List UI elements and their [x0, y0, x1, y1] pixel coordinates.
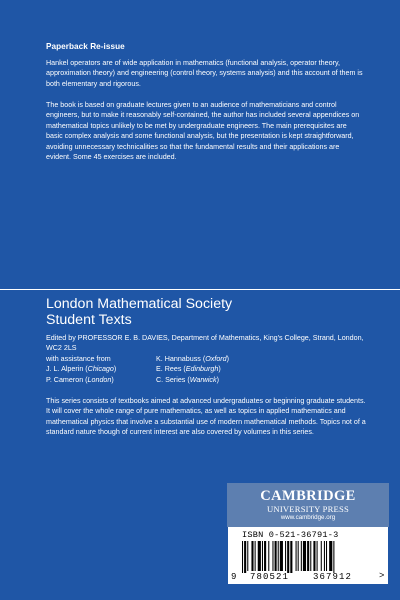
barcode-digits-right: 367912 — [313, 572, 353, 582]
barcode-digits-left: 780521 — [250, 572, 290, 582]
barcode-icon — [238, 541, 378, 573]
series-editors — [46, 333, 364, 385]
publisher-press: UNIVERSITY PRESS — [267, 504, 349, 514]
editor-cameron: P. Cameron (London) — [46, 375, 114, 384]
isbn-text: ISBN 0-521-36791-3 — [242, 530, 339, 540]
series-title-line-2: Student Texts — [46, 312, 132, 329]
editors-row-2 — [46, 364, 364, 374]
editors-row-3 — [46, 375, 364, 385]
editor-series: C. Series (Warwick) — [156, 375, 219, 384]
editor-hannabuss: K. Hannabuss (Oxford) — [156, 354, 230, 363]
series-description: This series consists of textbooks aimed at advanced undergraduates or beginning graduate students. It will cover the whole range of pure mathematics, as well as topics in applied mathematics and mathematical physics that involve a substantial use of modern mathematical methods. Topics not of a standard nature though of current interest are also covered by volumes in this series. — [46, 397, 366, 437]
barcode-digit-first: 9 — [231, 572, 237, 582]
publisher-name: CAMBRIDGE — [260, 488, 356, 504]
barcode-trailing-mark: > — [379, 571, 385, 581]
book-description-paragraph-1: Hankel operators are of wide application in mathematics (functional analysis, operator theory, approximation theory) and engineering (control theory, systems analysis) and this account of them is both elementary and rigorous. — [46, 59, 363, 88]
series-title — [46, 296, 366, 329]
barcode-box — [228, 527, 388, 584]
book-description-paragraph-2: The book is based on graduate lectures given to an audience of mathematicians and control engineers, but to make it reasonably self-contained, the author has included several appendices on mathematical topics unlikely to be met by undergraduate engineers. The main prerequisites are basic complex analysis and some functional analysis, but the presentation is kept straightforward, avoiding unnecessary technicalities so that the fundamental results and their applications are evident. Some 45 exercises are included. — [46, 101, 360, 162]
publisher-website: www.cambridge.org — [280, 514, 336, 521]
assistance-label: with assistance from — [46, 354, 111, 363]
series-title-line-1: London Mathematical Society — [46, 296, 233, 312]
publisher-logo-box — [227, 483, 389, 527]
editor-alperin: J. L. Alperin (Chicago) — [46, 365, 117, 374]
divider-line — [0, 289, 400, 290]
reissue-label: Paperback Re-issue — [46, 42, 125, 51]
editor-rees: E. Rees (Edinburgh) — [156, 365, 221, 374]
editors-row-1 — [46, 354, 364, 364]
edited-by-text: Edited by PROFESSOR E. B. DAVIES, Department of Mathematics, King's College, Strand, London, WC2 2LS — [46, 334, 364, 353]
